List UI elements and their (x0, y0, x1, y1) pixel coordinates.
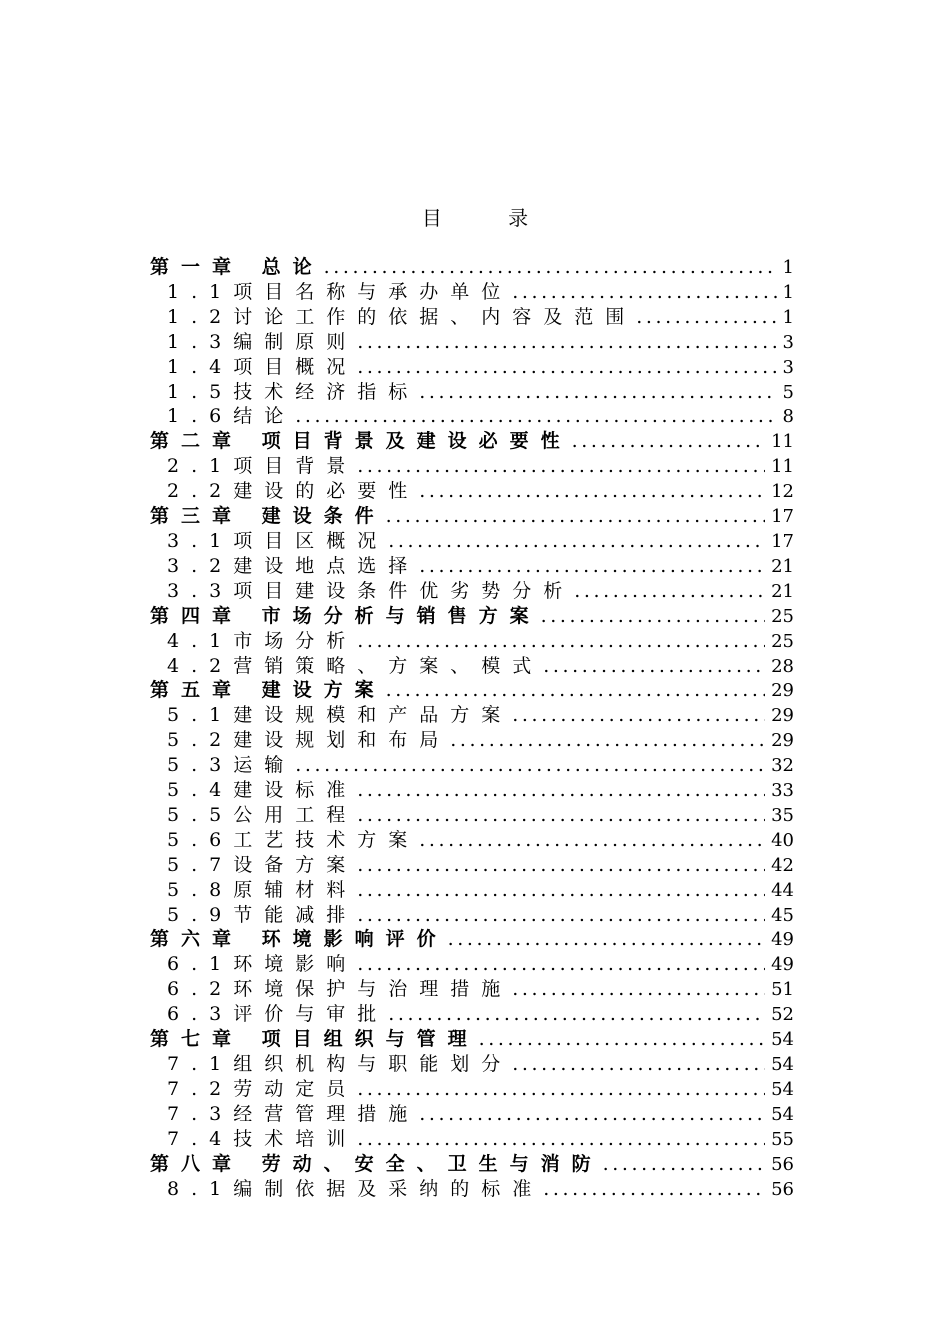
toc-page-number: 1 (782, 281, 794, 303)
dot-leader (419, 828, 765, 853)
toc-entry-label: 6.2环境保护与治理措施 (167, 978, 513, 1001)
toc-section-entry[interactable] (150, 1102, 794, 1127)
toc-entry-label: 5.2建设规划和布局 (167, 729, 451, 752)
toc-entry-label: 5.6工艺技术方案 (167, 828, 420, 851)
dot-leader (512, 977, 765, 1002)
toc-section-entry[interactable] (150, 828, 794, 853)
toc-entry-label: 第二章 项目背景及建设必要性 (150, 430, 572, 453)
toc-entry-label: 5.9节能减排 (167, 903, 358, 926)
toc-chapter-entry[interactable] (150, 678, 794, 703)
toc-page-number: 56 (771, 1153, 794, 1175)
toc-section-entry[interactable] (150, 1052, 794, 1077)
toc-section-entry[interactable] (150, 903, 794, 928)
toc-entry-label: 1.3编制原则 (167, 330, 358, 353)
toc-entry-label: 4.1市场分析 (167, 629, 358, 652)
dot-leader (419, 380, 776, 405)
dot-leader (572, 429, 765, 454)
dot-leader (450, 728, 765, 753)
toc-entry-label: 5.4建设标准 (167, 779, 358, 802)
toc-chapter-entry[interactable] (150, 927, 794, 952)
toc-entry-label: 7.2劳动定员 (167, 1077, 358, 1100)
toc-page-number: 54 (771, 1103, 794, 1125)
toc-section-entry[interactable] (150, 579, 794, 604)
toc-section-entry[interactable] (150, 330, 794, 355)
toc-entry-label: 3.2建设地点选择 (167, 554, 420, 577)
toc-page-number: 42 (771, 854, 794, 876)
toc-section-entry[interactable] (150, 280, 794, 305)
toc-section-entry[interactable] (150, 1077, 794, 1102)
toc-page-number: 54 (771, 1054, 794, 1075)
toc-page-number: 25 (771, 605, 794, 627)
toc-entry-label: 5.8原辅材料 (167, 878, 358, 901)
dot-leader (419, 554, 765, 579)
toc-chapter-entry[interactable] (150, 1027, 794, 1052)
toc-page-number: 55 (771, 1128, 794, 1150)
toc-page-number: 3 (782, 331, 794, 353)
toc-chapter-entry[interactable] (150, 504, 794, 529)
toc-section-entry[interactable] (150, 454, 794, 479)
toc-section-entry[interactable] (150, 778, 794, 803)
dot-leader (541, 604, 765, 629)
toc-page-number: 28 (771, 655, 794, 677)
toc-page-number: 40 (771, 829, 794, 851)
dot-leader (295, 404, 776, 429)
toc-page-number: 29 (771, 705, 794, 727)
toc-entry-label: 第一章 总论 (150, 256, 324, 278)
toc-section-entry[interactable] (150, 1127, 794, 1152)
dot-leader (357, 778, 765, 803)
dot-leader (357, 629, 765, 654)
toc-chapter-entry[interactable] (150, 604, 794, 629)
toc-entry-label: 第七章 项目组织与管理 (150, 1028, 479, 1051)
toc-page-number: 3 (782, 356, 794, 378)
toc-section-entry[interactable] (150, 728, 794, 753)
toc-page-number: 51 (771, 979, 794, 1001)
toc-section-entry[interactable] (150, 554, 794, 579)
toc-page-number: 21 (771, 580, 794, 602)
toc-section-entry[interactable] (150, 479, 794, 504)
toc-entry-label: 第三章 建设条件 (150, 505, 386, 528)
toc-entry-label: 5.3运输 (167, 754, 296, 777)
toc-entry-label: 4.2营销策略、方案、模式 (167, 654, 544, 677)
toc-page-number: 56 (771, 1178, 794, 1200)
dot-leader (388, 1002, 765, 1027)
dot-leader (357, 952, 765, 977)
dot-leader (419, 1102, 765, 1127)
toc-entry-label: 7.3经营管理措施 (167, 1102, 420, 1125)
toc-entry-label: 7.4技术培训 (167, 1127, 358, 1150)
table-of-contents (150, 255, 794, 1201)
toc-section-entry[interactable] (150, 1002, 794, 1027)
toc-entry-label: 第六章 环境影响评价 (150, 928, 448, 951)
toc-page-number: 29 (771, 680, 794, 702)
toc-section-entry[interactable] (150, 803, 794, 828)
toc-page-number: 25 (771, 630, 794, 652)
toc-section-entry[interactable] (150, 404, 794, 429)
toc-section-entry[interactable] (150, 629, 794, 654)
dot-leader (357, 803, 765, 828)
toc-page-number: 49 (771, 954, 794, 976)
dot-leader (419, 479, 765, 504)
toc-section-entry[interactable] (150, 878, 794, 903)
dot-leader (479, 1027, 765, 1052)
dot-leader (357, 1127, 765, 1152)
dot-leader (357, 454, 765, 479)
toc-entry-label: 2.2建设的必要性 (167, 480, 420, 503)
dot-leader (636, 305, 776, 330)
dot-leader (357, 1077, 765, 1102)
dot-leader (357, 853, 765, 878)
toc-entry-label: 5.7设备方案 (167, 853, 358, 876)
toc-entry-label: 2.1项目背景 (167, 455, 358, 478)
toc-page-number: 29 (771, 730, 794, 752)
toc-page-number: 54 (771, 1029, 794, 1051)
toc-section-entry[interactable] (150, 952, 794, 977)
toc-entry-label: 1.2讨论工作的依据、内容及范围 (167, 305, 637, 328)
toc-section-entry[interactable] (150, 753, 794, 778)
dot-leader (512, 280, 776, 305)
toc-entry-label: 8.1编制依据及采纳的标准 (167, 1177, 544, 1200)
dot-leader (357, 878, 765, 903)
toc-chapter-entry[interactable] (150, 255, 794, 280)
toc-section-entry[interactable] (150, 703, 794, 728)
toc-section-entry[interactable] (150, 1177, 794, 1202)
toc-page-number: 17 (771, 530, 794, 552)
toc-entry-label: 1.6结论 (167, 405, 296, 428)
toc-chapter-entry[interactable] (150, 429, 794, 454)
toc-section-entry[interactable] (150, 853, 794, 878)
toc-entry-label: 3.3项目建设条件优劣势分析 (167, 579, 575, 602)
toc-section-entry[interactable] (150, 305, 794, 330)
toc-page-number: 12 (771, 481, 794, 503)
toc-page-number: 49 (771, 929, 794, 951)
dot-leader (512, 703, 765, 728)
toc-page-number: 11 (771, 431, 794, 453)
toc-page-number: 32 (771, 755, 794, 777)
dot-leader (324, 255, 777, 280)
toc-entry-label: 6.1环境影响 (167, 953, 358, 976)
toc-entry-label: 第八章 劳动、安全、卫生与消防 (150, 1152, 603, 1175)
dot-leader (574, 579, 765, 604)
dot-leader (357, 355, 776, 380)
toc-entry-label: 5.5公用工程 (167, 803, 358, 826)
dot-leader (386, 504, 765, 529)
toc-entry-label: 1.1项目名称与承办单位 (167, 280, 513, 303)
toc-page-number: 45 (771, 904, 794, 926)
toc-section-entry[interactable] (150, 355, 794, 380)
toc-page-number: 35 (771, 804, 794, 826)
toc-entry-label: 6.3评价与审批 (167, 1003, 389, 1026)
toc-entry-label: 第五章 建设方案 (150, 679, 386, 702)
toc-section-entry[interactable] (150, 977, 794, 1002)
toc-page-number: 44 (771, 879, 794, 901)
dot-leader (357, 903, 765, 928)
toc-section-entry[interactable] (150, 529, 794, 554)
toc-chapter-entry[interactable] (150, 1152, 794, 1177)
toc-section-entry[interactable] (150, 380, 794, 405)
toc-entry-label: 5.1建设规模和产品方案 (167, 704, 513, 727)
toc-entry-label: 3.1项目区概况 (167, 529, 389, 552)
toc-page-number: 11 (771, 456, 794, 478)
toc-entry-label: 第四章 市场分析与销售方案 (150, 604, 541, 627)
toc-page-number: 17 (771, 506, 794, 528)
dot-leader (512, 1052, 765, 1077)
dot-leader (295, 753, 765, 778)
toc-entry-label: 1.4项目概况 (167, 355, 358, 378)
toc-page-number: 52 (771, 1004, 794, 1026)
dot-leader (357, 330, 776, 355)
toc-page-number: 54 (771, 1078, 794, 1100)
toc-page-number: 33 (771, 780, 794, 802)
toc-page-number: 8 (782, 406, 794, 428)
dot-leader (543, 1177, 765, 1202)
dot-leader (448, 927, 765, 952)
dot-leader (388, 529, 765, 554)
toc-title: 目 录 (421, 206, 559, 230)
toc-page-number: 1 (782, 306, 794, 328)
toc-page-number: 5 (782, 381, 794, 403)
dot-leader (543, 654, 765, 679)
toc-entry-label: 7.1组织机构与职能划分 (167, 1053, 513, 1075)
dot-leader (386, 678, 765, 703)
toc-page-number: 1 (782, 257, 794, 278)
toc-section-entry[interactable] (150, 654, 794, 679)
toc-entry-label: 1.5技术经济指标 (167, 380, 420, 403)
toc-page-number: 21 (771, 555, 794, 577)
dot-leader (603, 1152, 765, 1177)
